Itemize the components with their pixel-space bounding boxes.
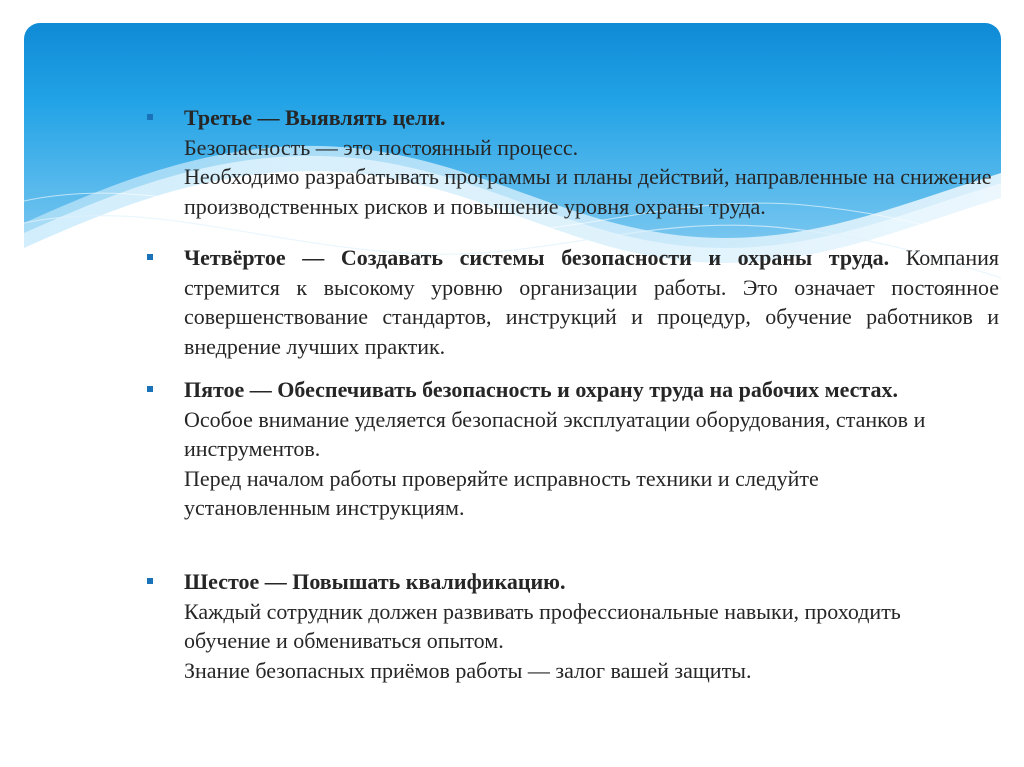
slide <box>24 23 1001 744</box>
list-item <box>184 243 999 361</box>
bullet-square-icon <box>147 578 153 584</box>
bullet-square-icon <box>147 254 153 260</box>
slide-content <box>24 23 1001 744</box>
item-title: Четвёртое — Создавать системы безопасности и охраны труда. <box>184 245 890 270</box>
item-title: Шестое — Повышать квалификацию. <box>184 569 566 594</box>
item-title: Пятое — Обеспечивать безопасность и охрану труда на рабочих местах. <box>184 377 898 402</box>
list-item <box>184 375 999 523</box>
item-body: Каждый сотрудник должен развивать профессиональные навыки, проходить обучение и обмениваться опытом. Знание безопасных приёмов работы — залог вашей защиты. <box>184 598 901 683</box>
bullet-square-icon <box>147 114 153 120</box>
list-item <box>184 103 999 221</box>
list-item <box>184 567 999 685</box>
item-body: Компания стремится к высокому уровню организации работы. Это означает постоянное совершенствование стандартов, инструкций и процедур, обучение работников и внедрение лучших практик. <box>184 245 999 359</box>
item-title: Третье — Выявлять цели. <box>184 105 446 130</box>
item-body: Особое внимание уделяется безопасной эксплуатации оборудования, станков и инструментов. Перед началом работы проверяйте исправность техники и следуйте установленным инструкциям. <box>184 406 926 520</box>
bullet-square-icon <box>147 386 153 392</box>
item-body: Безопасность — это постоянный процесс. Необходимо разрабатывать программы и планы действий, направленные на снижение производственных рисков и повышение уровня охраны труда. <box>184 134 992 219</box>
